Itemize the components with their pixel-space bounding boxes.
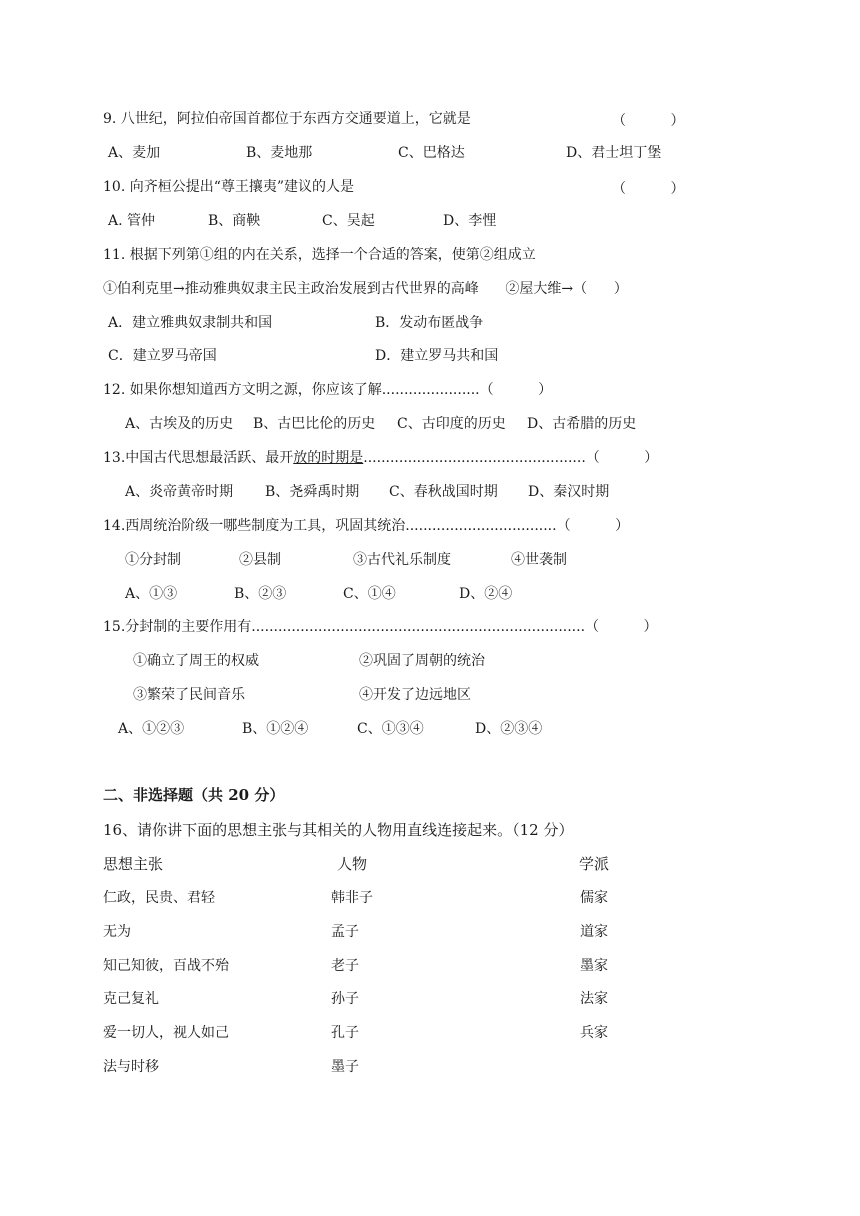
q15-option-a: A、①②③ [118,721,185,737]
q16-person-3: 老子 [331,958,359,974]
q16-school-1: 儒家 [580,890,608,906]
q16-idea-2: 无为 [103,924,131,940]
q15-option-b: B、①②④ [242,721,309,737]
q16-idea-1: 仁政，民贵、君轻 [103,890,215,906]
q14-option-d: D、②④ [459,586,513,602]
q16-stem: 16、请你讲下面的思想主张与其相关的人物用直线连接起来。（12 分） [103,821,574,839]
section-title-non-choice: 二、非选择题（共 20 分） [103,786,285,804]
q10-option-b: B、商鞅 [208,213,261,229]
q16-header-schools: 学派 [579,855,610,873]
q9-stem: 9. 八世纪，阿拉伯帝国首都位于东西方交通要道上，它就是 [103,111,471,127]
q12-option-a: A、古埃及的历史 [125,416,234,432]
q13-stem-underlined: 放的时期是 [293,450,364,466]
q15-item-2: ②巩固了周朝的统治 [359,653,485,669]
q13-stem-part2: ..................................................（ ） [363,450,659,466]
q12-option-c: C、古印度的历史 [397,416,506,432]
q11-analogy: ①伯利克里→推动雅典奴隶主民主政治发展到古代世界的高峰 ②屋大维→（ ） [103,281,628,297]
q16-idea-4: 克己复礼 [103,991,159,1007]
q16-person-5: 孔子 [331,1025,359,1041]
q14-stem: 14.西周统治阶级一哪些制度为工具，巩固其统治..................................（ ） [103,518,630,534]
q13-option-d: D、秦汉时期 [528,484,610,500]
q10-option-a: A. 管仲 [108,213,156,229]
q16-person-6: 墨子 [331,1059,359,1075]
q14-item-2: ②县制 [239,552,281,568]
q10-stem: 10. 向齐桓公提出“尊王攘夷”建议的人是 [103,179,355,195]
q14-option-c: C、①④ [343,586,396,602]
q15-option-d: D、②③④ [475,721,543,737]
q9-option-c: C、巴格达 [398,145,465,161]
q13-option-c: C、春秋战国时期 [389,484,498,500]
q15-item-3: ③繁荣了民间音乐 [133,687,245,703]
q16-school-2: 道家 [580,924,608,940]
q10-option-c: C、吴起 [322,213,375,229]
q12-option-d: D、古希腊的历史 [527,416,637,432]
q16-idea-6: 法与时移 [103,1059,159,1075]
q13-stem [103,449,658,467]
q16-school-3: 墨家 [580,958,608,974]
q15-item-4: ④开发了边远地区 [359,687,471,703]
q12-stem: 12. 如果你想知道西方文明之源，你应该了解......................（ ） [103,382,553,398]
q15-item-1: ①确立了周王的权威 [133,653,259,669]
q13-stem-part1: 13.中国古代思想最活跃、最开 [103,450,294,466]
q9-answer-blank: （ ） [612,113,685,129]
q16-idea-3: 知己知彼，百战不殆 [103,958,229,974]
q16-school-5: 兵家 [580,1025,608,1041]
q9-option-a: A、麦加 [108,145,161,161]
q13-option-a: A、炎帝黄帝时期 [125,484,234,500]
q11-option-d: D．建立罗马共和国 [375,348,499,364]
q14-option-b: B、②③ [234,586,287,602]
q11-stem: 11. 根据下列第①组的内在关系，选择一个合适的答案，使第②组成立 [103,247,536,263]
q14-item-1: ①分封制 [125,552,181,568]
q10-answer-blank: （ ） [612,181,685,197]
q11-option-b: B．发动布匿战争 [375,315,484,331]
q15-option-c: C、①③④ [357,721,424,737]
q11-option-a: A．建立雅典奴隶制共和国 [108,315,273,331]
q16-header-people: 人物 [337,855,368,873]
q9-option-b: B、麦地那 [246,145,313,161]
q11-option-c: C．建立罗马帝国 [108,348,217,364]
q16-person-1: 韩非子 [331,890,373,906]
q16-header-ideas: 思想主张 [103,855,164,873]
q14-option-a: A、①③ [125,586,178,602]
q9-option-d: D、君士坦丁堡 [566,145,662,161]
q12-option-b: B、古巴比伦的历史 [253,416,376,432]
q15-stem: 15.分封制的主要作用有...........................................................................（ ） [103,619,658,635]
q16-school-4: 法家 [580,991,608,1007]
q16-person-2: 孟子 [331,924,359,940]
q16-idea-5: 爱一切人，视人如己 [103,1025,229,1041]
q10-option-d: D、李悝 [443,213,497,229]
q14-item-3: ③古代礼乐制度 [353,552,451,568]
q13-option-b: B、尧舜禹时期 [265,484,360,500]
q14-item-4: ④世袭制 [511,552,567,568]
q16-person-4: 孙子 [331,991,359,1007]
